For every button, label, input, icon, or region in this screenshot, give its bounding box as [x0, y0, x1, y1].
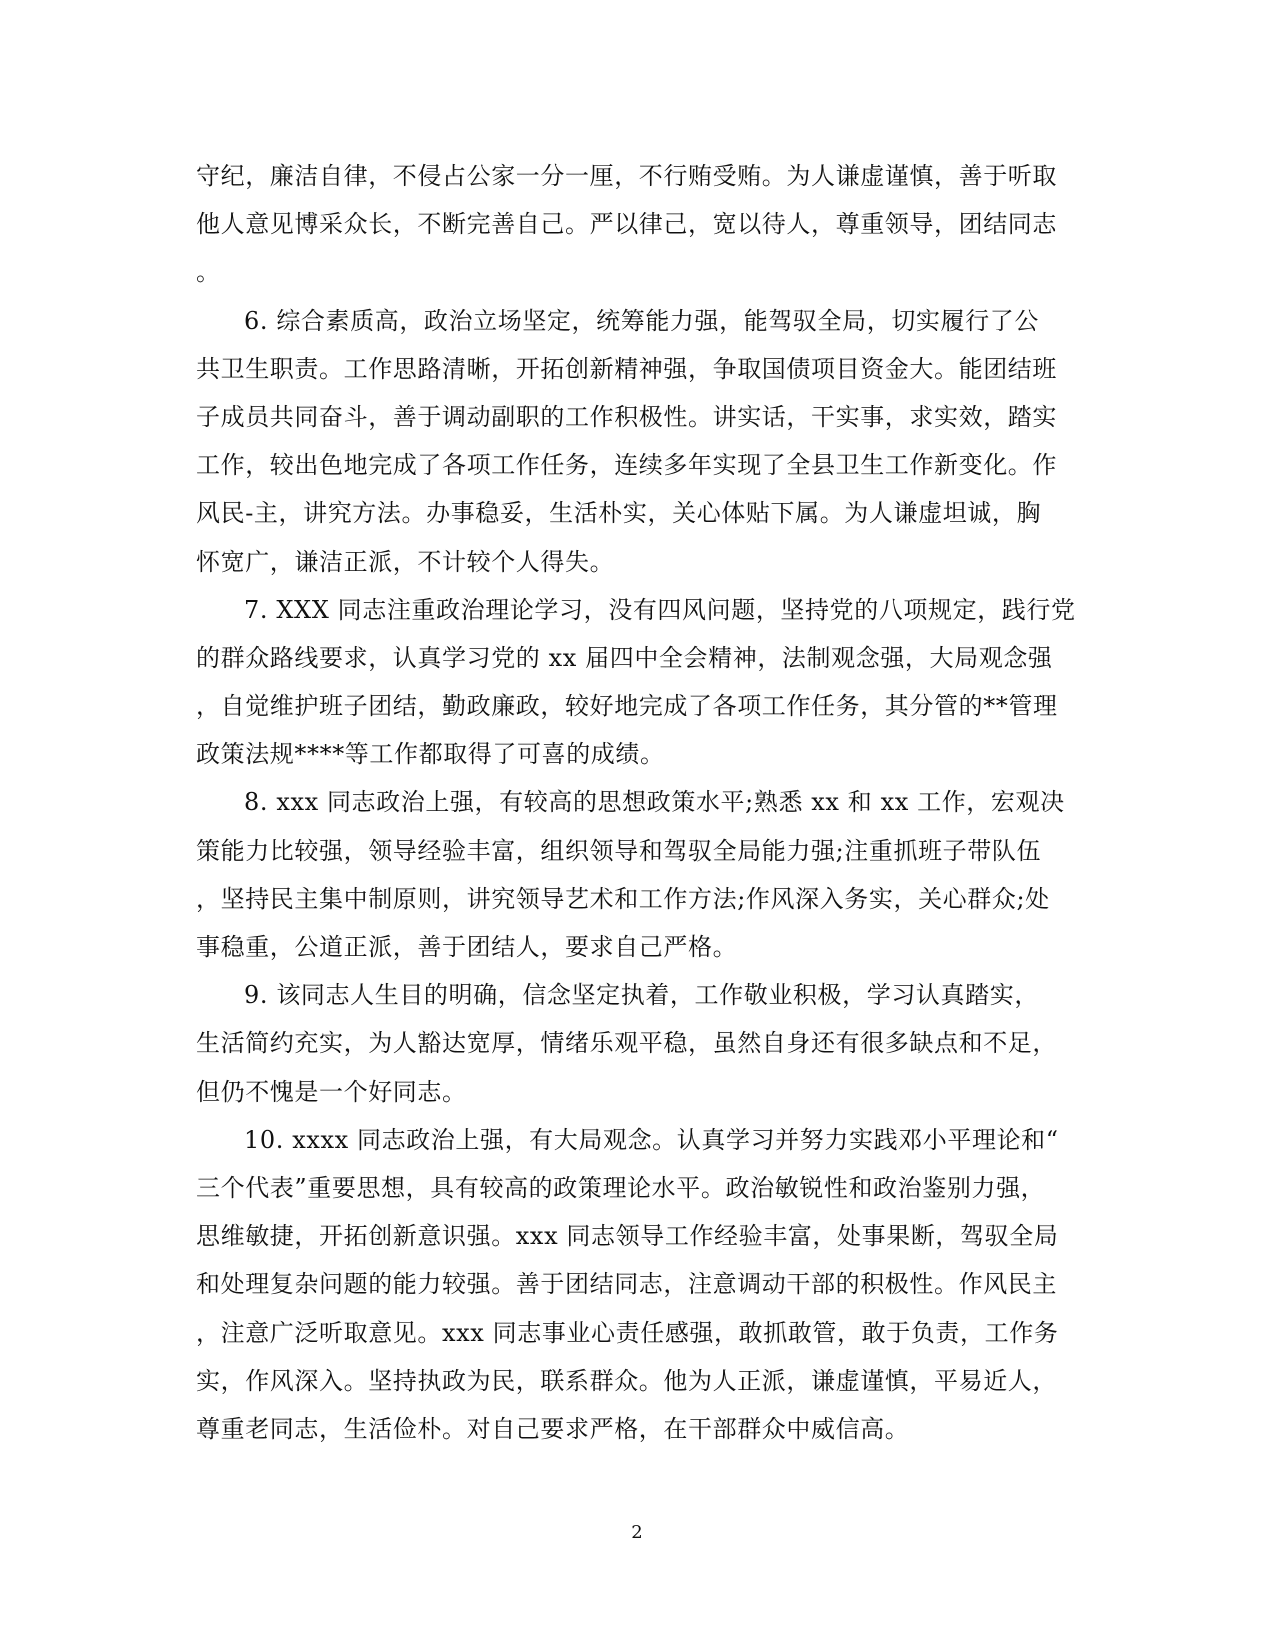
text-line: 。 [196, 258, 221, 287]
paragraph-6-start: 6. 综合素质高，政治立场坚定，统筹能力强，能驾驭全局，切实履行了公 [244, 306, 1039, 335]
text-line: 生活简约充实，为人豁达宽厚，情绪乐观平稳，虽然自身还有很多缺点和不足， [196, 1029, 1057, 1058]
text-line: 共卫生职责。工作思路清晰，开拓创新精神强，争取国债项目资金大。能团结班 [196, 354, 1057, 383]
paragraph-7-start: 7. XXX 同志注重政治理论学习，没有四风问题，坚持党的八项规定，践行党 [244, 595, 1076, 624]
text-line: 但仍不愧是一个好同志。 [196, 1077, 467, 1106]
text-line: 和处理复杂问题的能力较强。善于团结同志，注意调动干部的积极性。作风民主 [196, 1270, 1057, 1299]
text-line: 策能力比较强，领导经验丰富，组织领导和驾驭全局能力强;注重抓班子带队伍 [196, 836, 1042, 865]
text-line: 他人意见博采众长，不断完善自己。严以律己，宽以待人，尊重领导，团结同志 [196, 210, 1057, 239]
text-line: 怀宽广，谦洁正派，不计较个人得失。 [196, 547, 615, 576]
paragraph-10-start: 10. xxxx 同志政治上强，有大局观念。认真学习并努力实践邓小平理论和“ [244, 1125, 1059, 1154]
text-line: 尊重老同志，生活俭朴。对自己要求严格，在干部群众中威信高。 [196, 1414, 910, 1443]
text-line: 工作，较出色地完成了各项工作任务，连续多年实现了全县卫生工作新变化。作 [196, 451, 1057, 480]
text-line: 思维敏捷，开拓创新意识强。xxx 同志领导工作经验丰富，处事果断，驾驭全局 [196, 1222, 1059, 1251]
text-line: 守纪，廉洁自律，不侵占公家一分一厘，不行贿受贿。为人谦虚谨慎，善于听取 [196, 162, 1057, 190]
text-line: 政策法规****等工作都取得了可喜的成绩。 [196, 740, 665, 769]
text-line: ，坚持民主集中制原则，讲究领导艺术和工作方法;作风深入务实，关心群众;处 [196, 884, 1050, 913]
paragraph-9-start: 9. 该同志人生目的明确，信念坚定执着，工作敬业积极，学习认真踏实， [244, 981, 1039, 1010]
document-body [196, 152, 1078, 1453]
page-number: 2 [631, 1522, 643, 1543]
text-line: 实，作风深入。坚持执政为民，联系群众。他为人正派，谦虚谨慎，平易近人， [196, 1366, 1057, 1395]
text-line: 子成员共同奋斗，善于调动副职的工作积极性。讲实话，干实事，求实效，踏实 [196, 402, 1057, 431]
text-line: 三个代表”重要思想，具有较高的政策理论水平。政治敏锐性和政治鉴别力强， [196, 1173, 1046, 1202]
paragraph-8-start: 8. xxx 同志政治上强，有较高的思想政策水平;熟悉 xx 和 xx 工作，宏观决 [244, 788, 1065, 817]
text-line: 事稳重，公道正派，善于团结人，要求自己严格。 [196, 933, 738, 961]
text-line: ，注意广泛听取意见。xxx 同志事业心责任感强，敢抓敢管，敢于负责，工作务 [196, 1318, 1059, 1347]
text-line: 风民-主，讲究方法。办事稳妥，生活朴实，关心体贴下属。为人谦虚坦诚，胸 [196, 499, 1042, 528]
text-line: ，自觉维护班子团结，勤政廉政，较好地完成了各项工作任务，其分管的**管理 [196, 692, 1058, 721]
text-line: 的群众路线要求，认真学习党的 xx 届四中全会精神，法制观念强，大局观念强 [196, 643, 1053, 672]
